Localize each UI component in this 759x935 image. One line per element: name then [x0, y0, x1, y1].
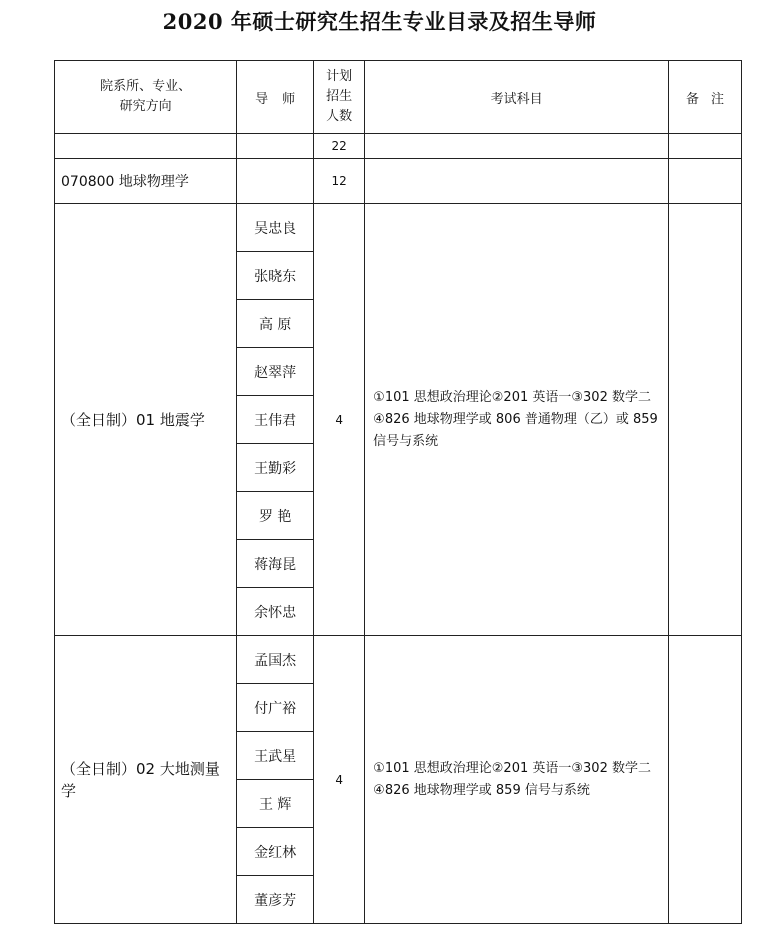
summary-subjects-cell	[365, 134, 669, 159]
header-note: 备注	[669, 61, 742, 134]
header-row	[55, 61, 742, 134]
direction-count: 4	[314, 204, 365, 636]
direction-name: （全日制）01 地震学	[55, 204, 237, 636]
advisor-name: 张晓东	[237, 252, 314, 300]
direction-count: 4	[314, 636, 365, 924]
direction-note	[669, 204, 742, 636]
advisor-name: 孟国杰	[237, 636, 314, 684]
page-title: 2020 年硕士研究生招生专业目录及招生导师	[162, 9, 597, 34]
direction-note	[669, 636, 742, 924]
major-row	[55, 159, 742, 204]
major-count: 12	[314, 159, 365, 204]
advisor-name: 余怀忠	[237, 588, 314, 636]
summary-count: 22	[314, 134, 365, 159]
advisor-name: 罗 艳	[237, 492, 314, 540]
major-advisor-cell	[237, 159, 314, 204]
summary-note-cell	[669, 134, 742, 159]
header-plan: 计划 招生 人数	[314, 61, 365, 134]
advisor-name: 吴忠良	[237, 204, 314, 252]
advisor-name: 董彦芳	[237, 876, 314, 924]
direction-name: （全日制）02 大地测量学	[55, 636, 237, 924]
table-row	[55, 204, 742, 252]
advisor-name: 王勤彩	[237, 444, 314, 492]
advisor-name: 蒋海昆	[237, 540, 314, 588]
direction-subjects: ①101 思想政治理论②201 英语一③302 数学二④826 地球物理学或 859 信号与系统	[365, 636, 669, 924]
advisor-name: 赵翠萍	[237, 348, 314, 396]
header-subjects: 考试科目	[365, 61, 669, 134]
major-note-cell	[669, 159, 742, 204]
major-name: 070800 地球物理学	[55, 159, 237, 204]
summary-dept-cell	[55, 134, 237, 159]
summary-advisor-cell	[237, 134, 314, 159]
table-row	[55, 636, 742, 684]
header-dept: 院系所、专业、 研究方向	[55, 61, 237, 134]
summary-row	[55, 134, 742, 159]
advisor-name: 王武星	[237, 732, 314, 780]
header-advisor: 导师	[237, 61, 314, 134]
major-subjects-cell	[365, 159, 669, 204]
advisor-name: 高 原	[237, 300, 314, 348]
advisor-name: 王伟君	[237, 396, 314, 444]
advisor-name: 金红林	[237, 828, 314, 876]
advisor-name: 王 辉	[237, 780, 314, 828]
direction-subjects: ①101 思想政治理论②201 英语一③302 数学二④826 地球物理学或 806 普通物理（乙）或 859 信号与系统	[365, 204, 669, 636]
advisor-name: 付广裕	[237, 684, 314, 732]
catalog-table	[54, 60, 742, 924]
